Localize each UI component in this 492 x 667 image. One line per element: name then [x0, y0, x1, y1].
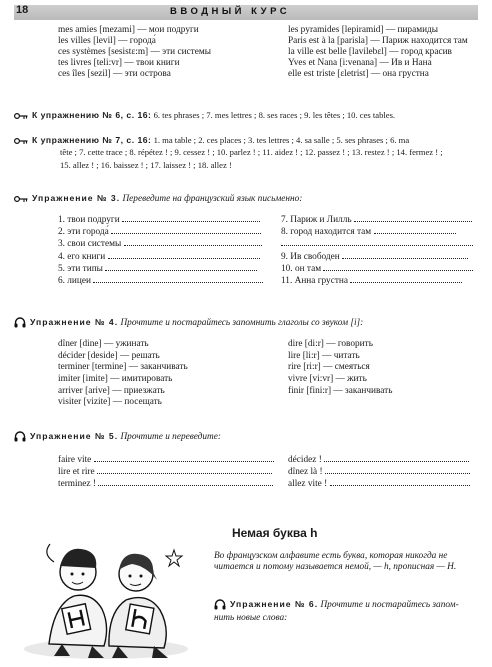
- answer-line[interactable]: [122, 213, 260, 222]
- exercise-item: allez vite !: [288, 479, 328, 490]
- key7-line: tête ; 7. cette trace ; 8. répétez ! ; 9. cessez ! ; 10. parlez ! ; 11. aidez ! ; 12. passez ! ; 13. restez ! ; 14. fermez ! ;: [60, 147, 443, 158]
- vocab-right-column: [288, 25, 468, 80]
- answer-line[interactable]: [281, 237, 473, 246]
- vocab-item: elle est triste [ɛletrist] — она грустна: [288, 69, 429, 79]
- exercise-5-left: [58, 453, 274, 490]
- paragraph-line: читается и потому называется немой, — h, прописная — H.: [214, 562, 457, 572]
- verb-item: finir [fini:r] — заканчивать: [288, 385, 393, 396]
- vocab-item: la ville est belle [lavilebɛl] — город красив: [288, 47, 452, 57]
- exercise-3-left: [58, 213, 263, 286]
- headphones-icon: [214, 599, 226, 610]
- children-illustration: [14, 514, 198, 664]
- headphones-icon: [14, 431, 26, 442]
- vocab-item: les villes [levil] — города́: [58, 36, 156, 46]
- verb-item: dîner [dine] — ужинать: [58, 339, 149, 349]
- exercise-item: 5. эти типы: [58, 263, 103, 274]
- vocab-item: ces îles [sezil] — эти острова: [58, 69, 171, 79]
- vocab-item: ces systèmes [sesistɛ:m] — эти системы: [58, 47, 211, 57]
- exercise-item: lire et rire: [58, 467, 95, 478]
- answer-line[interactable]: [124, 237, 262, 246]
- vocab-item: Paris est à la [parisla] — Париж находится там: [288, 36, 468, 46]
- exercise-item: terminez !: [58, 479, 96, 490]
- exercise-label: Упражнение № 6.: [230, 599, 319, 609]
- verb-item: imiter [imite] — имитировать: [58, 374, 173, 385]
- exercise-label: Упражнение № 5.: [30, 431, 119, 441]
- headphones-icon: [14, 317, 26, 328]
- answer-line[interactable]: [350, 274, 462, 283]
- answer-line[interactable]: [105, 262, 257, 271]
- answer-line[interactable]: [324, 453, 469, 462]
- exercise-item: 11. Анна грустна: [281, 275, 348, 286]
- verb-item: décider [deside] — решать: [58, 350, 160, 361]
- exercise-instruction: Прочтите и постарайтесь запом-: [320, 600, 459, 610]
- answer-line[interactable]: [330, 477, 470, 486]
- exercise-item: 9. Ив свободен: [281, 251, 340, 262]
- exercise-label: Упражнение № 4.: [30, 317, 119, 327]
- exercise-5-title: [14, 431, 221, 443]
- vocab-item: Yves et Nana [i:venana] — Ив и Нана́: [288, 58, 432, 68]
- verb-item: vivre [vi:vr] — жить: [288, 374, 367, 385]
- section-paragraph: [214, 551, 482, 573]
- verb-item: terminer [termine] — заканчивать: [58, 362, 188, 373]
- exercise-item: 7. Париж и Лилль: [281, 215, 352, 225]
- exercise-4-title: [14, 317, 363, 329]
- answer-line[interactable]: [93, 274, 263, 283]
- verb-item: arriver [arive] — приезжать: [58, 385, 165, 396]
- answer-line[interactable]: [342, 250, 468, 259]
- exercise-instruction: Переведите на французский язык письменно:: [122, 194, 303, 204]
- key7-line: 1. ma table ; 2. ces places ; 3. tes lettres ; 4. sa salle ; 5. ses phrases ; 6. ma: [153, 135, 410, 145]
- paragraph-line: Во французском алфавите есть буква, которая никогда не: [214, 551, 448, 561]
- exercise-item: décidez !: [288, 455, 322, 465]
- verb-item: visiter [vizite] — посещать: [58, 397, 162, 408]
- exercise-instruction: Прочтите и постарайтесь запомнить глаголы со звуком [i]:: [120, 318, 364, 328]
- exercise-instruction: нить новые слова:: [214, 612, 288, 623]
- exercise-item: 2. эти города́: [58, 227, 109, 238]
- page-number: 18: [16, 4, 29, 16]
- exercise-item: 8. город находится там: [281, 227, 372, 238]
- section-title: Немая буква h: [232, 526, 318, 540]
- exercise-4-left: [58, 339, 188, 409]
- verb-item: lire [li:r] — читать: [288, 350, 360, 361]
- exercise-3-title: [14, 193, 302, 205]
- verb-item: dire [di:r] — говорить: [288, 339, 373, 349]
- exercise-item: 10. он там: [281, 263, 322, 274]
- key-icon: [14, 137, 28, 145]
- exercise-5-right: [288, 453, 470, 490]
- verb-item: rire [ri:r] — смеяться: [288, 362, 370, 373]
- vocab-item: les pyramides [lepiramid] — пирамиды: [288, 25, 439, 35]
- exercise-item: 3. свои системы: [58, 239, 122, 250]
- vocab-left-column: [58, 25, 211, 80]
- answer-line[interactable]: [354, 213, 472, 222]
- answer-line[interactable]: [94, 453, 274, 462]
- exercise-item: 4. его книги: [58, 251, 106, 262]
- answer-line[interactable]: [323, 262, 473, 271]
- answer-line[interactable]: [108, 250, 260, 259]
- key-icon: [14, 112, 28, 120]
- answer-line[interactable]: [98, 477, 273, 486]
- vocab-item: tes livres [teli:vr] — твои книги: [58, 58, 180, 68]
- key-icon: [14, 195, 28, 203]
- answer-line[interactable]: [374, 225, 456, 234]
- key7-line: 15. allez ! ; 16. baissez ! ; 17. laissez ! ; 18. allez !: [60, 159, 232, 170]
- exercise-instruction: Прочтите и переведите:: [120, 432, 221, 442]
- key7-label: К упражнению № 7, с. 16:: [32, 135, 152, 145]
- exercise-item: 6. лицеи: [58, 275, 91, 286]
- exercise-label: Упражнение № 3.: [32, 193, 121, 203]
- answer-line[interactable]: [325, 465, 470, 474]
- exercise-4-right: [288, 339, 392, 397]
- exercise-item: dînez là !: [288, 467, 323, 478]
- running-title: ВВОДНЫЙ КУРС: [170, 6, 291, 17]
- key6-text: 6. tes phrases ; 7. mes lettres ; 8. ses races ; 9. les têtes ; 10. ces tables.: [153, 110, 396, 120]
- vocab-item: mes amies [mezami] — мои подруги: [58, 25, 199, 35]
- exercise-item: 1. твои подруги: [58, 215, 120, 225]
- key6-label: К упражнению № 6, с. 16:: [32, 110, 152, 120]
- answer-line[interactable]: [97, 465, 272, 474]
- exercise-3-right: [281, 213, 473, 286]
- answer-line[interactable]: [111, 225, 261, 234]
- answer-key-7: [14, 134, 484, 171]
- exercise-6: [214, 599, 484, 624]
- answer-key-6: [14, 109, 484, 121]
- exercise-item: faire vite: [58, 455, 92, 465]
